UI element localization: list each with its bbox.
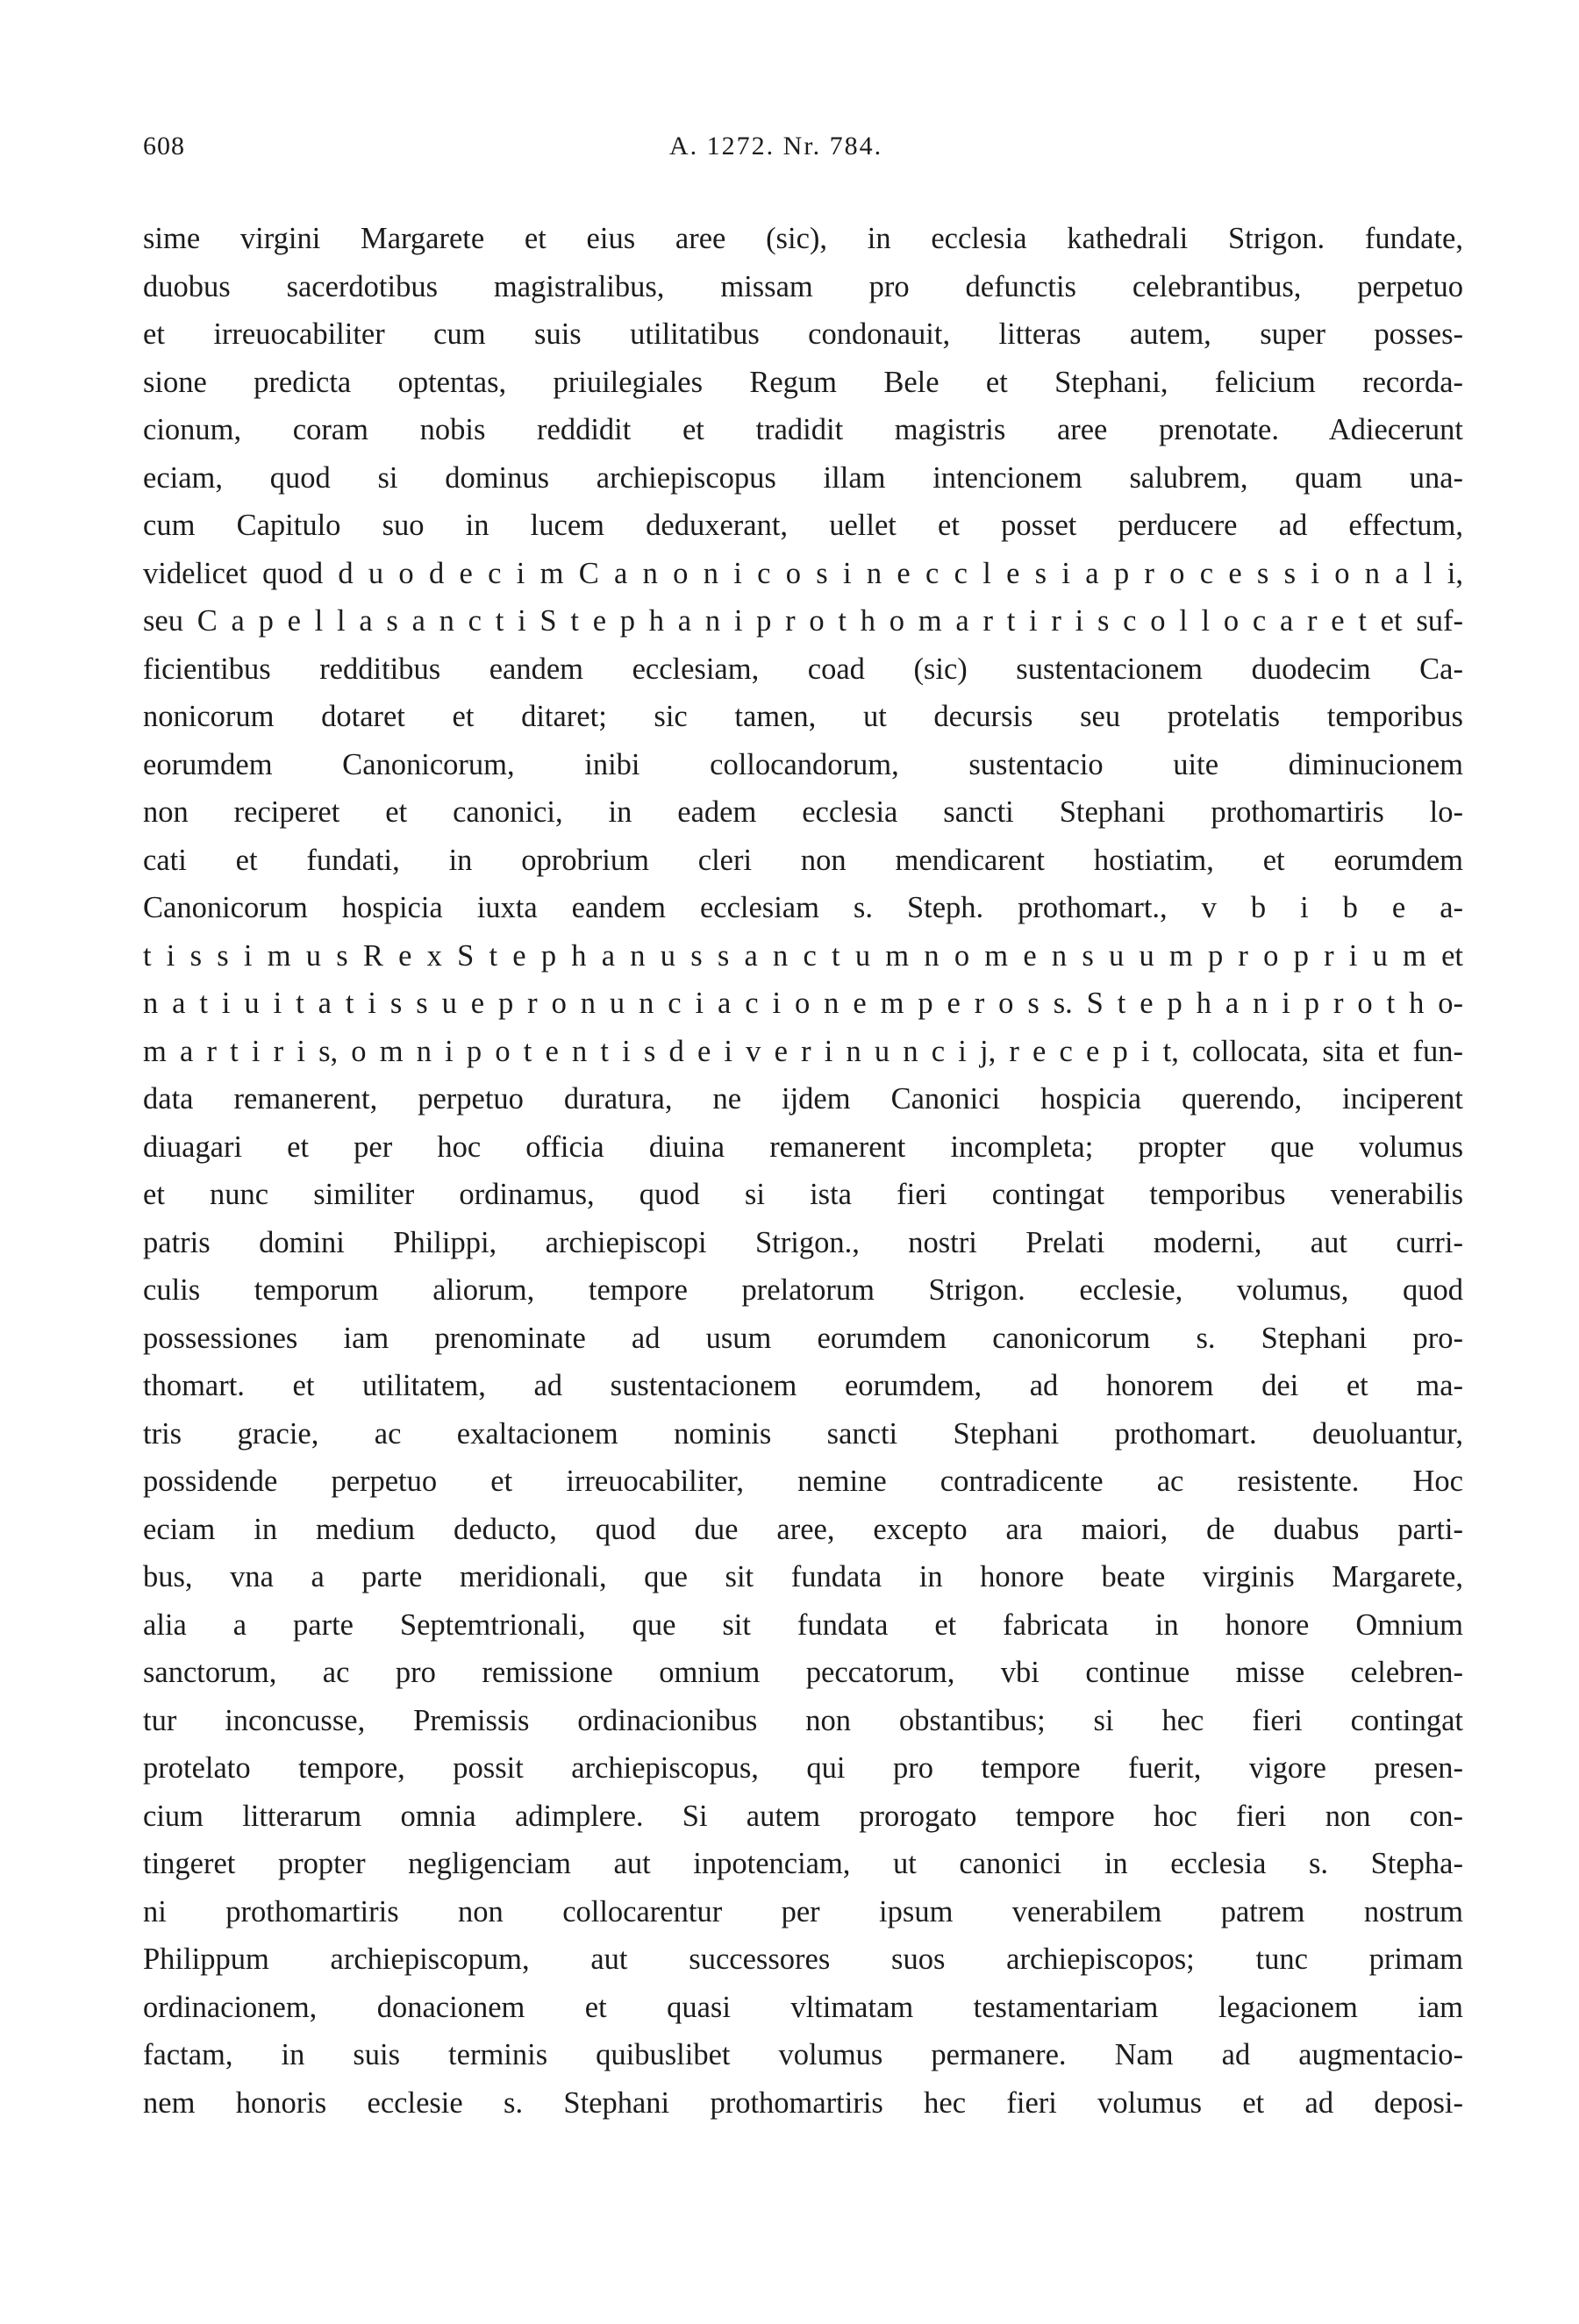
text-line: diuagari et per hoc officia diuina remanerent incompleta; propter que volumus [143, 1130, 1463, 1164]
text-line: sime virgini Margarete et eius aree (sic), in ecclesia kathedrali Strigon. fundate, [143, 222, 1463, 255]
text-line: cum Capitulo suo in lucem deduxerant, uellet et posset perducere ad effectum, [143, 509, 1463, 542]
text-line: nonicorum dotaret et ditaret; sic tamen, ut decursis seu protelatis temporibus [143, 700, 1463, 733]
text-line: sanctorum, ac pro remissione omnium peccatorum, vbi continue misse celebren- [143, 1656, 1463, 1689]
text-line: patris domini Philippi, archiepiscopi Strigon., nostri Prelati moderni, aut curri- [143, 1225, 1463, 1259]
text-line: videlicet quod d u o d e c i m C a n o n i c o s i n e c c l e s i a p r o c e s s i o n a l i, [143, 556, 1463, 590]
text-line: Philippum archiepiscopum, aut successores suos archiepiscopos; tunc primam [143, 1943, 1463, 1976]
body-text [143, 215, 1463, 2127]
text-line: possidende perpetuo et irreuocabiliter, nemine contradicente ac resistente. Hoc [143, 1465, 1463, 1498]
text-line: data remanerent, perpetuo duratura, ne ijdem Canonici hospicia querendo, inciperent [143, 1082, 1463, 1116]
text-line: eorumdem Canonicorum, inibi collocandorum, sustentacio uite diminucionem [143, 747, 1463, 781]
text-line: cionum, coram nobis reddidit et tradidit magistris aree prenotate. Adiecerunt [143, 413, 1463, 446]
text-line: eciam, quod si dominus archiepiscopus illam intencionem salubrem, quam una- [143, 460, 1463, 495]
text-line: possessiones iam prenominate ad usum eorumdem canonicorum s. Stephani pro- [143, 1321, 1463, 1355]
text-line: non reciperet et canonici, in eadem ecclesia sancti Stephani prothomartiris lo- [143, 795, 1463, 829]
text-line: sione predicta optentas, priuilegiales Regum Bele et Stephani, felicium recorda- [143, 365, 1463, 399]
text-line: eciam in medium deducto, quod due aree, excepto ara maiori, de duabus parti- [143, 1512, 1463, 1546]
text-line: nem honoris ecclesie s. Stephani prothomartiris hec fieri volumus et ad deposi- [143, 2085, 1463, 2120]
text-line: m a r t i r i s, o m n i p o t e n t i s d e i v e r i n u n c i j, r e c e p i t, collocata, sita et fun- [143, 1034, 1463, 1068]
text-line: protelato tempore, possit archiepiscopus, qui pro tempore fuerit, vigore presen- [143, 1751, 1463, 1785]
text-line: factam, in suis terminis quibuslibet volumus permanere. Nam ad augmentacio- [143, 2038, 1463, 2071]
text-line: et nunc similiter ordinamus, quod si ista fieri contingat temporibus venerabilis [143, 1178, 1463, 1211]
page-header [143, 132, 1463, 184]
page-number: 608 [143, 132, 185, 160]
text-line: n a t i u i t a t i s s u e p r o n u n c i a c i o n e m p e r o s s. S t e p h a n i p r o t h o- [143, 987, 1463, 1020]
text-line: tur inconcusse, Premissis ordinacionibus non obstantibus; si hec fieri contingat [143, 1703, 1463, 1737]
text-line: cium litterarum omnia adimplere. Si autem prorogato tempore hoc fieri non con- [143, 1799, 1463, 1833]
text-line: ni prothomartiris non collocarentur per ipsum venerabilem patrem nostrum [143, 1894, 1463, 1928]
text-line: et irreuocabiliter cum suis utilitatibus condonauit, litteras autem, super posses- [143, 317, 1463, 351]
text-line: bus, vna a parte meridionali, que sit fundata in honore beate virginis Margarete, [143, 1560, 1463, 1593]
text-line: duobus sacerdotibus magistralibus, missam pro defunctis celebrantibus, perpetuo [143, 269, 1463, 303]
text-line: cati et fundati, in oprobrium cleri non mendicarent hostiatim, et eorumdem [143, 843, 1463, 877]
text-line: ordinacionem, donacionem et quasi vltimatam testamentariam legacionem iam [143, 1990, 1463, 2024]
text-line: tingeret propter negligenciam aut inpotenciam, ut canonici in ecclesia s. Stepha- [143, 1847, 1463, 1880]
text-line: thomart. et utilitatem, ad sustentacionem eorumdem, ad honorem dei et ma- [143, 1369, 1463, 1402]
running-head: A. 1272. Nr. 784. [669, 132, 883, 160]
text-line: Canonicorum hospicia iuxta eandem ecclesiam s. Steph. prothomart., v b i b e a- [143, 891, 1463, 924]
text-line: ficientibus redditibus eandem ecclesiam, coad (sic) sustentacionem duodecim Ca- [143, 652, 1463, 686]
text-line: t i s s i m u s R e x S t e p h a n u s s a n c t u m n o m e n s u u m p r o p r i u m et [143, 938, 1463, 973]
text-line: alia a parte Septemtrionali, que sit fundata et fabricata in honore Omnium [143, 1608, 1463, 1642]
text-line: culis temporum aliorum, tempore prelatorum Strigon. ecclesie, volumus, quod [143, 1273, 1463, 1307]
text-line: tris gracie, ac exaltacionem nominis sancti Stephani prothomart. deuoluantur, [143, 1416, 1463, 1451]
text-line: seu C a p e l l a s a n c t i S t e p h a n i p r o t h o m a r t i r i s c o l l o c a r e t et suf- [143, 604, 1463, 638]
